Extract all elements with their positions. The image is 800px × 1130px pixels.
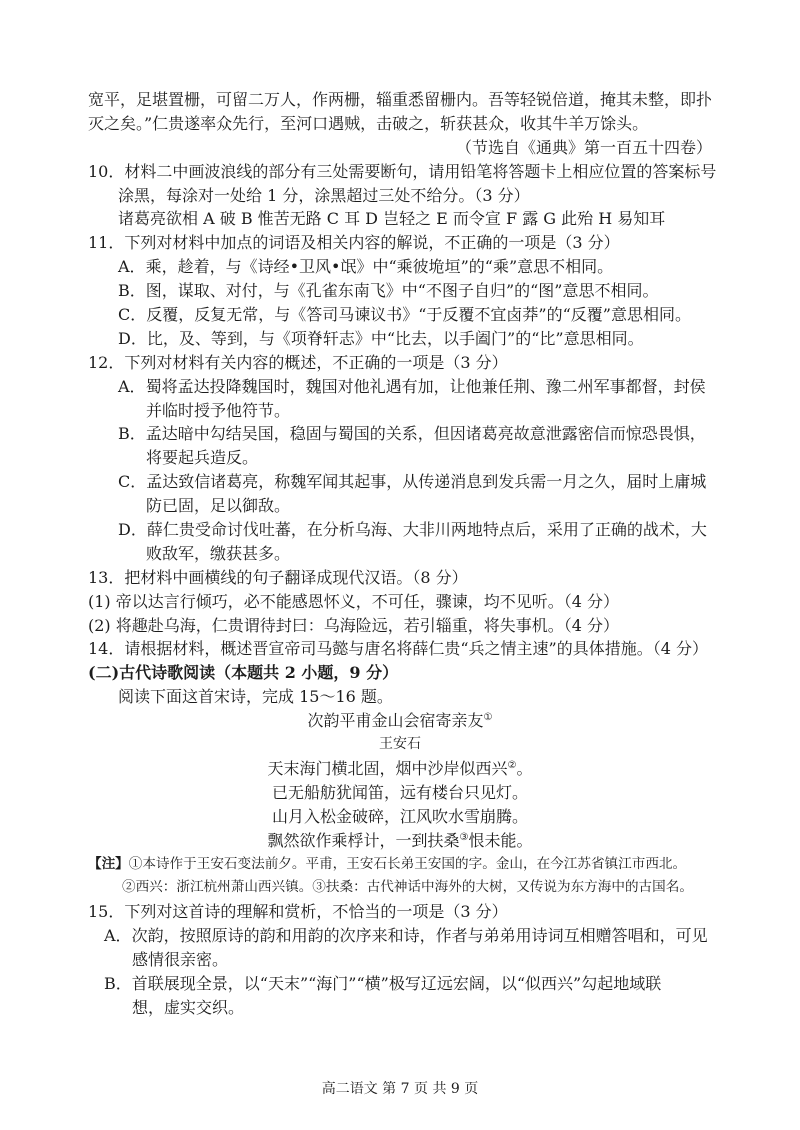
option-continuation: 并临时授予他符节。	[146, 400, 291, 420]
poem-line-end: 恨未能。	[468, 830, 533, 850]
option-b	[0, 422, 800, 446]
poem-note	[0, 853, 800, 877]
question-stem-continuation: 涂黑，每涂对一处给 1 分，涂黑超过三处不给分。（3 分）	[118, 185, 530, 205]
footnote-marker: ①	[483, 712, 493, 724]
poem-line	[0, 805, 800, 829]
option-text: 次韵，按照原诗的韵和用韵的次序来和诗，作者与弟弟用诗词互相赠答唱和，可见	[131, 926, 708, 946]
option-continuation: 将要起兵造反。	[146, 448, 259, 468]
option-label: D．	[118, 328, 147, 348]
option-label: A．	[118, 376, 146, 396]
question-number: 11．	[88, 233, 125, 253]
sub-item-text: 将趣赴乌海，仁贵谓待封曰：乌海险远，若引辎重，将失事机。（4 分）	[115, 615, 620, 635]
poem-line-text: 天末海门横北固，烟中沙岸似西兴	[267, 758, 508, 778]
option-a	[0, 924, 800, 948]
page-footer: 高二语文 第 7 页 共 9 页	[321, 1081, 479, 1097]
question-13	[0, 566, 800, 590]
option-continuation: 感情很亲密。	[132, 950, 229, 970]
question-number: 15．	[88, 902, 125, 922]
option-continuation: 防已固，足以御敌。	[146, 496, 291, 516]
sub-item-text: 帝以达言行倾巧，必不能感恩怀义，不可任，骤谏，均不见听。（4 分）	[115, 591, 620, 611]
passage-line: 灭之矣。”仁贵遂率众先行，至河口遇贼，击破之，斩获甚众，收其牛羊万馀头。	[88, 113, 649, 133]
question-number: 14．	[88, 639, 125, 659]
question-12	[0, 351, 800, 375]
poem-line-text: 已无船舫犹闻笛，远有楼台只见灯。	[271, 782, 528, 802]
question-10	[0, 160, 800, 184]
poem-title	[0, 709, 800, 733]
option-text: 首联展现全景，以“天末”“海门”“横”极写辽远宏阔，以“似西兴”勾起地域联	[131, 973, 662, 993]
option-a	[0, 375, 800, 399]
note-label: 【注】	[88, 855, 129, 872]
footnote-marker: ②	[507, 759, 517, 771]
option-label: B．	[118, 281, 146, 301]
option-c	[0, 470, 800, 494]
option-c	[0, 303, 800, 327]
poem-line-text: 山月入松金破碎，江风吹水雪崩腾。	[271, 806, 528, 826]
sub-item-label: (1)	[88, 591, 111, 611]
option-label: B．	[104, 973, 132, 993]
poem-line	[0, 757, 800, 781]
option-b	[0, 279, 800, 303]
poem-author: 王安石	[379, 736, 421, 753]
poem-line-end: 。	[516, 758, 533, 778]
option-text: 反覆，反复无常，与《答司马谏议书》“于反覆不宜卤莽”的“反覆”意思相同。	[146, 305, 691, 325]
poem-line	[0, 829, 800, 853]
option-text: 薛仁贵受命讨伐吐蕃，在分析乌海、大非川两地特点后，采用了正确的战术，大	[146, 520, 707, 540]
poem-line-text: 飘然欲作乘桴计，一到扶桑	[267, 830, 460, 850]
question-14	[0, 637, 800, 661]
sub-item-label: (2)	[88, 615, 111, 635]
section-instruction: 阅读下面这首宋诗，完成 15～16 题。	[118, 687, 393, 707]
punctuation-sentence: 诸葛亮欲相 A 破 B 惟苦无路 C 耳 D 岂轻之 E 而令宣 F 露 G 此殆 H 易知耳	[118, 209, 666, 229]
option-label: A．	[104, 926, 132, 946]
option-d	[0, 327, 800, 351]
question-stem: 下列对材料有关内容的概述，不正确的一项是（3 分）	[124, 352, 508, 372]
question-stem: 请根据材料，概述晋宣帝司马懿与唐名将薛仁贵“兵之情主速”的具体措施。（4 分）	[124, 639, 709, 659]
question-number: 10．	[88, 161, 125, 181]
option-a	[0, 255, 800, 279]
option-continuation: 想，虚实交织。	[132, 997, 245, 1017]
option-label: B．	[118, 424, 146, 444]
poem-note: ②西兴：浙江杭州萧山西兴镇。③扶桑：古代神话中海外的大树，又传说为东方海中的古国名。	[122, 879, 693, 896]
question-number: 13．	[88, 567, 125, 587]
question-number: 12．	[88, 352, 125, 372]
section-heading: (二)古代诗歌阅读（本题共 2 小题，9 分）	[88, 663, 399, 683]
option-text: 蜀将孟达投降魏国时，魏国对他礼遇有加，让他兼任荆、豫二州军事都督，封侯	[145, 376, 706, 396]
poem-title-text: 次韵平甫金山会宿寄亲友	[307, 711, 484, 731]
option-label: C．	[118, 472, 147, 492]
option-text: 孟达暗中勾结吴国，稳固与蜀国的关系，但因诸葛亮故意泄露密信而惊恐畏惧，	[145, 424, 706, 444]
question-11	[0, 231, 800, 255]
poem-line	[0, 781, 800, 805]
question-15	[0, 900, 800, 924]
passage-line: 宽平，足堪置栅，可留二万人，作两栅，辎重悉留栅内。吾等轻锐倍道，掩其未整，即扑	[88, 90, 713, 109]
option-label: D．	[118, 520, 147, 540]
option-text: 乘，趁着，与《诗经•卫风•氓》中“乘彼垝垣”的“乘”意思不相同。	[145, 257, 614, 277]
option-text: 孟达致信诸葛亮，称魏军闻其起事，从传递消息到发兵需一月之久，届时上庸城	[146, 472, 707, 492]
exam-page-content	[0, 88, 800, 1020]
option-label: C．	[118, 305, 147, 325]
option-text: 比，及、等到，与《项脊轩志》中“比去，以手阖门”的“比”意思相同。	[146, 328, 644, 348]
question-stem: 下列对材料中加点的词语及相关内容的解说，不正确的一项是（3 分）	[124, 233, 620, 253]
option-continuation: 败敌军，缴获甚多。	[146, 543, 291, 563]
option-b	[0, 972, 800, 996]
sub-item-1	[0, 590, 800, 614]
note-text: ①本诗作于王安石变法前夕。平甫，王安石长弟王安国的字。金山，在今江苏省镇江市西北。	[128, 855, 687, 872]
option-text: 图，谋取、对付，与《孔雀东南飞》中“不图子自归”的“图”意思不相同。	[145, 281, 659, 301]
footnote-marker: ③	[459, 831, 469, 843]
option-label: A．	[118, 257, 146, 277]
passage-source: （节选自《通典》第一百五十四卷）	[455, 137, 712, 157]
sub-item-2	[0, 614, 800, 638]
question-stem: 下列对这首诗的理解和赏析，不恰当的一项是（3 分）	[124, 902, 508, 922]
question-stem: 把材料中画横线的句子翻译成现代汉语。（8 分）	[124, 567, 468, 587]
option-d	[0, 518, 800, 542]
question-stem: 材料二中画波浪线的部分有三处需要断句，请用铅笔将答题卡上相应位置的答案标号	[124, 161, 717, 181]
